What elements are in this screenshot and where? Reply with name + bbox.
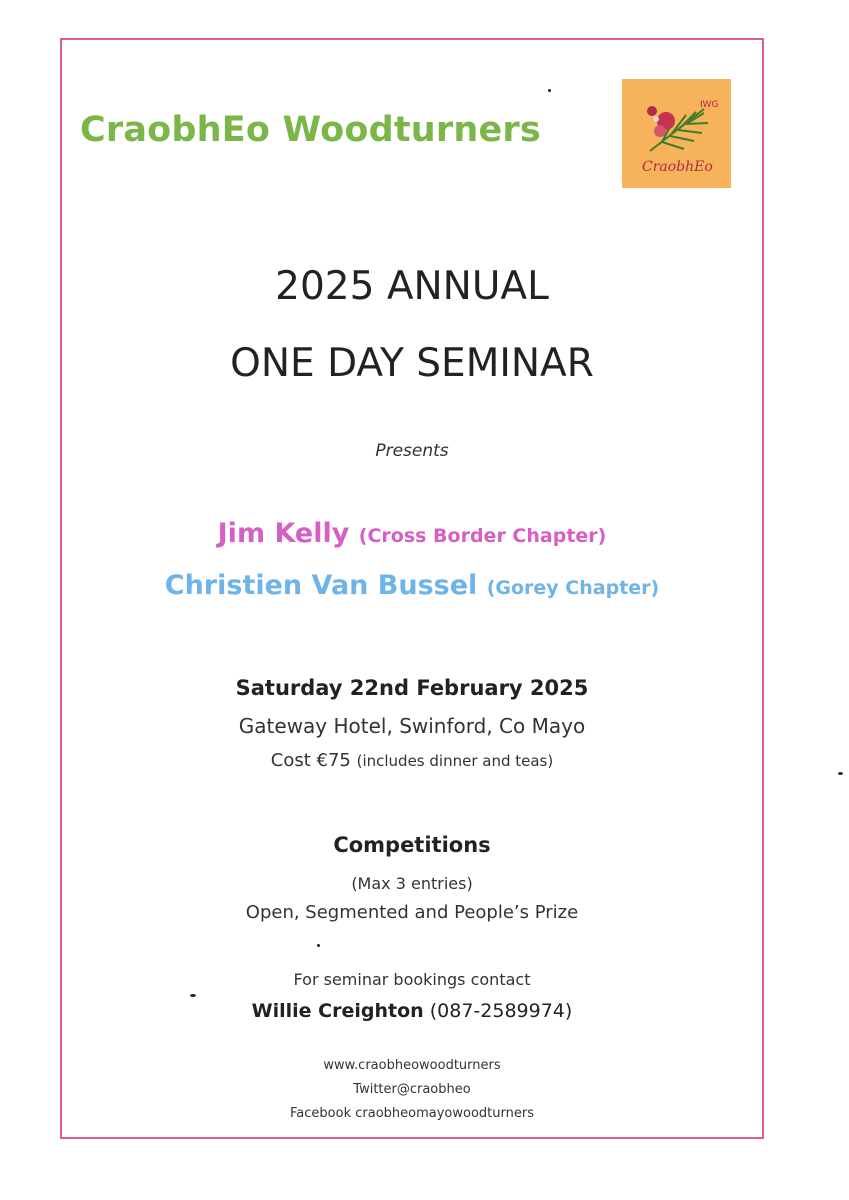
presents-label: Presents: [375, 441, 449, 461]
scan-speck: [548, 89, 551, 92]
competitions-limit: (Max 3 entries): [351, 874, 473, 893]
speaker-2: [60, 570, 764, 601]
speaker-1-name: Jim Kelly: [217, 518, 350, 549]
org-name: CraobhEo Woodturners: [80, 110, 541, 150]
logo-badge: IWG: [700, 100, 719, 110]
speaker-2-chapter: (Gorey Chapter): [486, 577, 660, 599]
event-date: Saturday 22nd February 2025: [235, 676, 589, 700]
scan-speck: [190, 994, 196, 997]
event-cost-note: (includes dinner and teas): [356, 752, 554, 770]
competitions-heading: Competitions: [333, 833, 491, 857]
logo-text: CraobhEo: [642, 159, 713, 175]
event-venue: Gateway Hotel, Swinford, Co Mayo: [238, 714, 586, 738]
title-line-2: ONE DAY SEMINAR: [230, 341, 594, 386]
footer-twitter: Twitter@craobheo: [353, 1082, 471, 1097]
event-cost-amount: Cost €75: [270, 750, 351, 771]
scan-speck: [838, 772, 843, 775]
contact-details: [60, 1000, 764, 1022]
woodturners-logo-icon: [622, 79, 731, 188]
competitions-categories: Open, Segmented and People’s Prize: [245, 902, 579, 923]
speaker-1: [60, 518, 764, 549]
speaker-2-name: Christien Van Bussel: [164, 570, 478, 601]
speaker-1-chapter: (Cross Border Chapter): [358, 525, 607, 547]
event-cost: [60, 750, 764, 771]
contact-label: For seminar bookings contact: [293, 970, 531, 989]
footer-website: www.craobheowoodturners: [323, 1058, 501, 1073]
footer-facebook: Facebook craobheomayowoodturners: [290, 1106, 534, 1121]
contact-name: Willie Creighton: [251, 1000, 424, 1022]
title-line-1: 2025 ANNUAL: [275, 264, 549, 309]
contact-phone: (087-2589974): [429, 1000, 573, 1022]
scan-speck: [317, 944, 320, 947]
